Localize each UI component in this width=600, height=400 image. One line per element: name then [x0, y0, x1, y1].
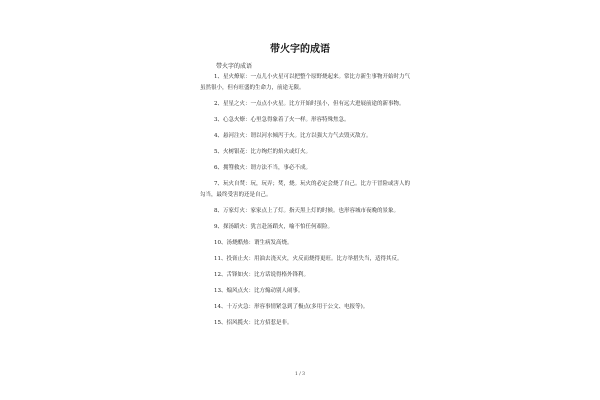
entry-text: 悬河注火：谓以河水倾泻于火。比方以强大力气去毁灭敌方。 — [223, 133, 372, 139]
list-item — [200, 147, 410, 158]
entry-number: 12、 — [214, 272, 227, 278]
list-item — [200, 179, 410, 201]
list-item — [200, 99, 410, 110]
entry-number: 6、 — [214, 165, 223, 171]
entry-number: 14、 — [214, 304, 227, 310]
entry-number: 2、 — [214, 101, 223, 107]
entry-number: 11、 — [214, 256, 227, 262]
entry-text: 煽风点火：比方煽动别人闹事。 — [226, 288, 304, 294]
section-heading: 带火字的成语 — [216, 63, 253, 70]
list-item — [200, 254, 410, 265]
entry-number: 1、 — [214, 74, 223, 80]
entry-text: 星星之火：一点点小火星。比方开始时虽小，但有远大进展前途的新事物。 — [223, 101, 405, 107]
list-item — [200, 163, 410, 174]
entry-text: 万家灯火：家家点上了灯。指天黑上灯的时候。也形容城市夜晚的景象。 — [223, 208, 400, 214]
entry-text: 探汤蹈火：犹言赴汤蹈火，喻不怕任何艰险。 — [223, 224, 334, 230]
entry-number: 9、 — [214, 224, 223, 230]
entry-text: 玩火自焚：玩，玩弄；焚，烧。玩火的必定会烧了自己。比方干冒险或害人的勾当，最终受害的还是自己。 — [200, 181, 411, 198]
entry-text: 火树银花：比方绚烂的焰火或灯火。 — [223, 149, 312, 155]
list-item — [200, 318, 410, 329]
entry-text: 招风揽火：比方招惹是非。 — [226, 320, 293, 326]
page-number: 1 / 3 — [294, 372, 306, 377]
entry-number: 4、 — [214, 133, 223, 139]
entry-number: 5、 — [214, 149, 223, 155]
entry-text: 十万火急：形容事情紧急到了极点(多用于公文、电报等)。 — [226, 304, 369, 310]
entry-text: 投膏止火：用油去浇灭火，火反而烧得更旺。比方举措失当，适得其反。 — [226, 256, 403, 262]
list-item — [200, 131, 410, 142]
list-item — [200, 286, 410, 297]
entry-number: 7、 — [214, 181, 223, 187]
list-item — [200, 270, 410, 281]
entry-list — [200, 72, 410, 334]
entry-text: 星火燎原：一点儿小火星可以把整个原野烧起来。常比方新生事物开始时力气虽然很小，但有旺盛的生命力，前途无限。 — [200, 74, 411, 91]
list-item — [200, 302, 410, 313]
entry-text: 舌锋如火：比方话说得格外锋利。 — [226, 272, 310, 278]
list-item — [200, 238, 410, 249]
entry-number: 15、 — [214, 320, 227, 326]
list-item — [200, 115, 410, 126]
page-title: 带火字的成语 — [270, 44, 330, 55]
list-item — [200, 222, 410, 233]
entry-number: 8、 — [214, 208, 223, 214]
entry-number: 3、 — [214, 117, 223, 123]
entry-text: 心急火燎：心里急得象着了火一样。形容特殊焦急。 — [223, 117, 350, 123]
entry-number: 13、 — [214, 288, 227, 294]
entry-text: 拥篲救火：谓方法不当，事必不成。 — [223, 165, 312, 171]
entry-number: 10、 — [214, 240, 227, 246]
list-item — [200, 206, 410, 217]
entry-text: 汤烧酷热：谓生病发高烧。 — [226, 240, 293, 246]
list-item — [200, 72, 410, 94]
